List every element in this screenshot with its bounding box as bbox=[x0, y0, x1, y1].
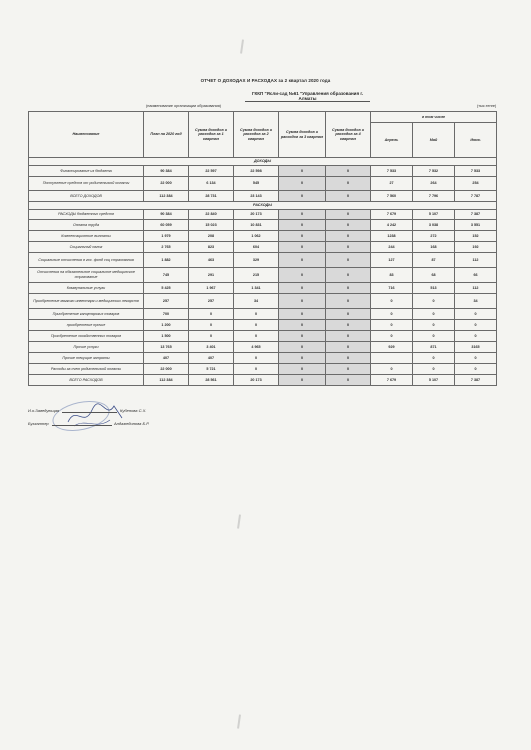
cell-m2: 7 532 bbox=[413, 166, 455, 177]
cell-m2: 168 bbox=[413, 242, 455, 253]
table-row bbox=[29, 177, 497, 191]
cell-m3: 0 bbox=[455, 353, 497, 364]
cell-q2: 0 bbox=[234, 309, 279, 320]
cell-m3: 0 bbox=[455, 309, 497, 320]
head-name: Кубенова С.Х. bbox=[120, 408, 147, 413]
cell-q1: 5 721 bbox=[189, 364, 234, 375]
cell-q2: 10 831 bbox=[234, 220, 279, 231]
cell-plan: 745 bbox=[144, 268, 189, 283]
cell-q4: 0 bbox=[326, 375, 371, 386]
cell-plan: 257 bbox=[144, 294, 189, 309]
table-row bbox=[29, 309, 497, 320]
cell-q2: 545 bbox=[234, 177, 279, 191]
cell-q3: 0 bbox=[279, 375, 326, 386]
cell-plan: 22 000 bbox=[144, 364, 189, 375]
cell-q1: 22 840 bbox=[189, 210, 234, 220]
header-including: в том числе bbox=[371, 112, 497, 123]
table-row bbox=[29, 210, 497, 220]
cell-q4: 0 bbox=[326, 294, 371, 309]
cell-m1: 7 679 bbox=[371, 210, 413, 220]
cell-m1 bbox=[371, 353, 413, 364]
cell-plan: 1 500 bbox=[144, 331, 189, 342]
cell-m1: 0 bbox=[371, 320, 413, 331]
cell-m1: 27 bbox=[371, 177, 413, 191]
cell-m1: 1238 bbox=[371, 231, 413, 242]
cell-q4: 0 bbox=[326, 309, 371, 320]
cell-plan: 1 200 bbox=[144, 320, 189, 331]
row-label: Коммунальные услуги bbox=[29, 283, 144, 294]
cell-m3: 0 bbox=[455, 320, 497, 331]
cell-m3: 0 bbox=[455, 331, 497, 342]
cell-m2: 7 796 bbox=[413, 191, 455, 202]
cell-m2: 0 bbox=[413, 331, 455, 342]
header-q1: Сумма доходов и расходов за 1 квартал bbox=[189, 112, 234, 158]
cell-m3: 3 551 bbox=[455, 220, 497, 231]
cell-q2: 20 173 bbox=[234, 210, 279, 220]
table-row bbox=[29, 331, 497, 342]
header-plan: План на 2020 год bbox=[144, 112, 189, 158]
cell-q3: 0 bbox=[279, 320, 326, 331]
cell-m3: 66 bbox=[455, 268, 497, 283]
row-label: Социальный налог bbox=[29, 242, 144, 253]
cell-q1: 22 597 bbox=[189, 166, 234, 177]
cell-m2: 0 bbox=[413, 364, 455, 375]
cell-q1: 0 bbox=[189, 320, 234, 331]
row-label: Прочие услуги bbox=[29, 342, 144, 353]
cell-m3: 0 bbox=[455, 364, 497, 375]
cell-q1: 3 401 bbox=[189, 342, 234, 353]
cell-m1: 7 679 bbox=[371, 375, 413, 386]
organization-name: ГККП "Ясли-сад №61 "Управления образования г. Алматы bbox=[245, 91, 370, 102]
cell-plan: 5 425 bbox=[144, 283, 189, 294]
cell-plan: 60 059 bbox=[144, 220, 189, 231]
row-label: Социальные отчисления в гос. фонд соц страхования bbox=[29, 253, 144, 268]
accountant-name: Алдажединова Б.Р. bbox=[114, 421, 150, 426]
table-row bbox=[29, 191, 497, 202]
cell-q2: 34 bbox=[234, 294, 279, 309]
header-june: Июнь bbox=[455, 123, 497, 158]
table-row bbox=[29, 342, 497, 353]
cell-q3: 0 bbox=[279, 166, 326, 177]
cell-m1: 4 242 bbox=[371, 220, 413, 231]
section-expense: РАСХОДЫ bbox=[29, 202, 497, 210]
cell-q2: 329 bbox=[234, 253, 279, 268]
cell-q3: 0 bbox=[279, 210, 326, 220]
header-name: Наименование bbox=[29, 112, 144, 158]
cell-m2: 0 bbox=[413, 353, 455, 364]
cell-q1: 0 bbox=[189, 309, 234, 320]
cell-plan: 700 bbox=[144, 309, 189, 320]
cell-m3: 7 787 bbox=[455, 191, 497, 202]
cell-m3: 192 bbox=[455, 242, 497, 253]
cell-q3: 0 bbox=[279, 231, 326, 242]
cell-q1: 6 134 bbox=[189, 177, 234, 191]
cell-q1: 0 bbox=[189, 331, 234, 342]
cell-q4: 0 bbox=[326, 231, 371, 242]
cell-m2: 871 bbox=[413, 342, 455, 353]
cell-q1: 407 bbox=[189, 353, 234, 364]
section-income-row bbox=[29, 158, 497, 166]
cell-q3: 0 bbox=[279, 309, 326, 320]
cell-m3: 7 387 bbox=[455, 210, 497, 220]
cell-q4: 0 bbox=[326, 268, 371, 283]
table-row bbox=[29, 253, 497, 268]
cell-m3: 254 bbox=[455, 177, 497, 191]
table-row bbox=[29, 320, 497, 331]
row-label: Прочие текущие затраты bbox=[29, 353, 144, 364]
row-label: Расходы за счет родительской оплаты bbox=[29, 364, 144, 375]
table-row bbox=[29, 268, 497, 283]
cell-q1: 823 bbox=[189, 242, 234, 253]
header-q3: Сумма доходов и расходов за 3 квартал bbox=[279, 112, 326, 158]
cell-m3: 152 bbox=[455, 231, 497, 242]
cell-q4: 0 bbox=[326, 320, 371, 331]
header-may: Май bbox=[413, 123, 455, 158]
cell-m2: 0 bbox=[413, 309, 455, 320]
cell-q2: 22 598 bbox=[234, 166, 279, 177]
cell-m2: 264 bbox=[413, 177, 455, 191]
report-title: ОТЧЕТ О ДОХОДАХ И РАСХОДАХ за 2 квартал 2020 года bbox=[200, 78, 331, 83]
cell-q3: 0 bbox=[279, 342, 326, 353]
cell-q4: 0 bbox=[326, 242, 371, 253]
cell-q2: 604 bbox=[234, 242, 279, 253]
cell-m1: 0 bbox=[371, 364, 413, 375]
scan-artifact bbox=[237, 515, 247, 530]
cell-q4: 0 bbox=[326, 191, 371, 202]
table-row bbox=[29, 364, 497, 375]
cell-q3: 0 bbox=[279, 331, 326, 342]
cell-q2: 0 bbox=[234, 353, 279, 364]
table-row bbox=[29, 166, 497, 177]
table-row bbox=[29, 294, 497, 309]
row-label: РАСХОДЫ бюджетных средств bbox=[29, 210, 144, 220]
cell-q1: 15 023 bbox=[189, 220, 234, 231]
cell-m2: 0 bbox=[413, 294, 455, 309]
cell-q1: 1 967 bbox=[189, 283, 234, 294]
cell-m2: 5 107 bbox=[413, 210, 455, 220]
head-label: И.о.Заведующая bbox=[28, 408, 60, 413]
cell-q2: 23 143 bbox=[234, 191, 279, 202]
table-row bbox=[29, 220, 497, 231]
header-q4: Сумма доходов и расходов за 4 квартал bbox=[326, 112, 371, 158]
income-expense-table bbox=[28, 111, 497, 386]
table-row bbox=[29, 231, 497, 242]
cell-plan: 90 384 bbox=[144, 166, 189, 177]
cell-q4: 0 bbox=[326, 353, 371, 364]
cell-q1: 28 731 bbox=[189, 191, 234, 202]
cell-m1: 0 bbox=[371, 331, 413, 342]
cell-q4: 0 bbox=[326, 210, 371, 220]
cell-m1: 929 bbox=[371, 342, 413, 353]
cell-m1: 244 bbox=[371, 242, 413, 253]
cell-q3: 0 bbox=[279, 242, 326, 253]
cell-m3: 7 533 bbox=[455, 166, 497, 177]
cell-q1: 257 bbox=[189, 294, 234, 309]
row-label: Отчисления на обязательное социальное медицинское страхование bbox=[29, 268, 144, 283]
table-row bbox=[29, 375, 497, 386]
cell-q2: 215 bbox=[234, 268, 279, 283]
cell-q1: 208 bbox=[189, 231, 234, 242]
row-label: Приобретение мягкого инвентаря и медицинских лекарств bbox=[29, 294, 144, 309]
row-label: Приобретение канцелярских товаров bbox=[29, 309, 144, 320]
cell-m3: 3165 bbox=[455, 342, 497, 353]
row-label: Приобретение хозяйственных товаров bbox=[29, 331, 144, 342]
cell-q1: 28 561 bbox=[189, 375, 234, 386]
cell-q4: 0 bbox=[326, 331, 371, 342]
cell-q3: 0 bbox=[279, 220, 326, 231]
table-row bbox=[29, 283, 497, 294]
cell-m3: 34 bbox=[455, 294, 497, 309]
cell-m3: 112 bbox=[455, 283, 497, 294]
cell-m1: 0 bbox=[371, 309, 413, 320]
cell-q4: 0 bbox=[326, 166, 371, 177]
cell-q4: 0 bbox=[326, 342, 371, 353]
cell-q4: 0 bbox=[326, 220, 371, 231]
cell-q3: 0 bbox=[279, 294, 326, 309]
cell-q3: 0 bbox=[279, 353, 326, 364]
section-income: ДОХОДЫ bbox=[29, 158, 497, 166]
row-label: Оплата труда bbox=[29, 220, 144, 231]
cell-m2: 3 038 bbox=[413, 220, 455, 231]
cell-m2: 513 bbox=[413, 283, 455, 294]
cell-q1: 463 bbox=[189, 253, 234, 268]
cell-m2: 87 bbox=[413, 253, 455, 268]
cell-q3: 0 bbox=[279, 177, 326, 191]
accountant-label: Бухгалтер bbox=[28, 421, 49, 426]
section-expense-row bbox=[29, 202, 497, 210]
cell-m1: 83 bbox=[371, 268, 413, 283]
row-label: Поступление средств от родительской оплаты bbox=[29, 177, 144, 191]
cell-q3: 0 bbox=[279, 364, 326, 375]
scan-artifact bbox=[237, 715, 247, 730]
cell-m1: 127 bbox=[371, 253, 413, 268]
cell-m2: 0 bbox=[413, 320, 455, 331]
cell-plan: 1 882 bbox=[144, 253, 189, 268]
cell-plan: 1 979 bbox=[144, 231, 189, 242]
cell-m1: 0 bbox=[371, 294, 413, 309]
cell-m2: 68 bbox=[413, 268, 455, 283]
cell-q2: 4 965 bbox=[234, 342, 279, 353]
organization-caption: (наименование организации образования) bbox=[146, 104, 222, 108]
row-label: Финансирование из бюджета bbox=[29, 166, 144, 177]
cell-q2: 0 bbox=[234, 320, 279, 331]
cell-plan: 22 000 bbox=[144, 177, 189, 191]
accountant-signature-line bbox=[52, 425, 112, 426]
row-label: приобретение прочие bbox=[29, 320, 144, 331]
cell-q3: 0 bbox=[279, 253, 326, 268]
head-signature-line bbox=[62, 412, 117, 413]
cell-plan: 2 765 bbox=[144, 242, 189, 253]
cell-q2: 1 062 bbox=[234, 231, 279, 242]
cell-q2: 1 341 bbox=[234, 283, 279, 294]
table-row bbox=[29, 242, 497, 253]
cell-q4: 0 bbox=[326, 177, 371, 191]
cell-plan: 112 384 bbox=[144, 375, 189, 386]
header-april: Апрель bbox=[371, 123, 413, 158]
cell-q2: 0 bbox=[234, 364, 279, 375]
cell-plan: 407 bbox=[144, 353, 189, 364]
cell-q2: 20 173 bbox=[234, 375, 279, 386]
cell-q4: 0 bbox=[326, 253, 371, 268]
row-label: ВСЕГО РАСХОДОВ bbox=[29, 375, 144, 386]
cell-plan: 13 765 bbox=[144, 342, 189, 353]
cell-q4: 0 bbox=[326, 283, 371, 294]
cell-plan: 112 384 bbox=[144, 191, 189, 202]
cell-q2: 0 bbox=[234, 331, 279, 342]
units-label: (тыс.тенге) bbox=[477, 104, 497, 108]
cell-m2: 5 107 bbox=[413, 375, 455, 386]
cell-plan: 90 384 bbox=[144, 210, 189, 220]
cell-m3: 112 bbox=[455, 253, 497, 268]
row-label: ВСЕГО ДОХОДОВ bbox=[29, 191, 144, 202]
cell-q3: 0 bbox=[279, 191, 326, 202]
table-row bbox=[29, 353, 497, 364]
header-q2: Сумма доходов и расходов за 2 квартал bbox=[234, 112, 279, 158]
row-label: Компенсационные выплаты bbox=[29, 231, 144, 242]
cell-m1: 7 560 bbox=[371, 191, 413, 202]
cell-m3: 7 387 bbox=[455, 375, 497, 386]
cell-q4: 0 bbox=[326, 364, 371, 375]
cell-q3: 0 bbox=[279, 268, 326, 283]
cell-q1: 291 bbox=[189, 268, 234, 283]
cell-q3: 0 bbox=[279, 283, 326, 294]
cell-m1: 7 533 bbox=[371, 166, 413, 177]
scan-artifact bbox=[240, 40, 250, 55]
cell-m2: 272 bbox=[413, 231, 455, 242]
cell-m1: 716 bbox=[371, 283, 413, 294]
